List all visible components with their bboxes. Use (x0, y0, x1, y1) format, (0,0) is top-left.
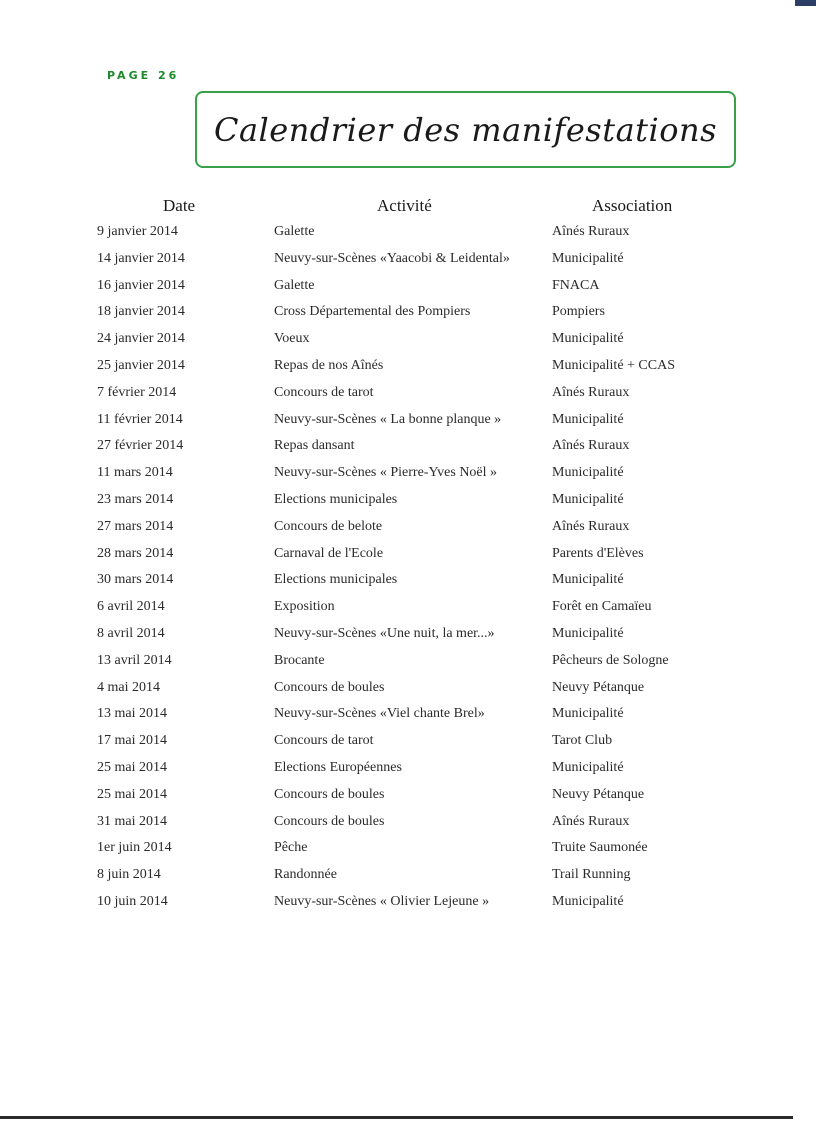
event-activity: Voeux (274, 331, 310, 347)
table-row (97, 542, 717, 569)
event-association: Neuvy Pétanque (552, 786, 645, 802)
event-association: Trail Running (552, 867, 631, 883)
event-date: 8 juin 2014 (97, 867, 161, 883)
table-row (97, 461, 717, 488)
event-activity: Neuvy-sur-Scènes « Pierre-Yves Noël » (274, 465, 498, 481)
event-association: Municipalité (552, 759, 624, 775)
table-body (97, 220, 717, 917)
event-association: Truite Saumonée (552, 840, 648, 856)
event-association: Municipalité (552, 893, 624, 909)
event-date: 25 mai 2014 (97, 786, 167, 802)
title-box (195, 91, 736, 168)
event-date: 27 mars 2014 (97, 518, 174, 534)
table-row (97, 676, 717, 703)
event-activity: Randonnée (274, 867, 337, 883)
event-association: Aînés Ruraux (552, 813, 630, 829)
table-row (97, 890, 717, 917)
event-activity: Neuvy-sur-Scènes « Olivier Lejeune » (274, 893, 490, 909)
table-row (97, 649, 717, 676)
event-activity: Galette (274, 224, 315, 239)
table-row (97, 756, 717, 783)
table-row (97, 408, 717, 435)
table-header (97, 196, 717, 220)
event-association: Tarot Club (552, 733, 613, 749)
event-activity: Elections Européennes (274, 759, 402, 775)
corner-mark (795, 0, 816, 6)
event-association: Forêt en Camaïeu (552, 599, 652, 615)
event-date: 1er juin 2014 (97, 840, 172, 856)
event-date: 18 janvier 2014 (97, 304, 185, 320)
table-row (97, 568, 717, 595)
event-association: Neuvy Pétanque (552, 679, 645, 695)
event-date: 11 février 2014 (97, 411, 183, 427)
table-row (97, 863, 717, 890)
event-date: 7 février 2014 (97, 384, 177, 400)
event-date: 25 janvier 2014 (97, 357, 185, 373)
table-row (97, 515, 717, 542)
event-activity: Concours de tarot (274, 733, 374, 749)
event-activity: Neuvy-sur-Scènes « La bonne planque » (274, 411, 502, 427)
event-association: Aînés Ruraux (552, 384, 630, 400)
table-row (97, 622, 717, 649)
event-date: 27 février 2014 (97, 438, 184, 454)
event-association: Municipalité (552, 331, 624, 347)
event-association: Aînés Ruraux (552, 224, 630, 239)
event-date: 6 avril 2014 (97, 599, 165, 615)
event-activity: Galette (274, 277, 315, 293)
event-date: 30 mars 2014 (97, 572, 174, 588)
event-date: 13 avril 2014 (97, 652, 172, 668)
column-header-date: Date (163, 196, 196, 215)
event-association: Municipalité (552, 250, 624, 266)
event-activity: Neuvy-sur-Scènes «Yaacobi & Leidental» (274, 250, 510, 266)
events-table (97, 196, 717, 917)
column-header-activity: Activité (377, 196, 432, 215)
event-activity: Cross Départemental des Pompiers (274, 304, 471, 320)
event-activity: Repas de nos Aînés (274, 357, 384, 373)
event-activity: Brocante (274, 652, 325, 668)
event-association: FNACA (552, 277, 600, 293)
table-row (97, 488, 717, 515)
event-activity: Concours de boules (274, 786, 385, 802)
event-association: Municipalité (552, 625, 624, 641)
event-association: Municipalité (552, 411, 624, 427)
event-date: 28 mars 2014 (97, 545, 174, 561)
table-row (97, 434, 717, 461)
event-association: Pompiers (552, 304, 605, 320)
event-date: 9 janvier 2014 (97, 224, 178, 239)
table-row (97, 381, 717, 408)
event-activity: Elections municipales (274, 491, 398, 507)
table-row (97, 729, 717, 756)
table-row (97, 595, 717, 622)
page-number-label: PAGE 26 (107, 69, 180, 82)
event-date: 8 avril 2014 (97, 625, 165, 641)
event-date: 23 mars 2014 (97, 491, 174, 507)
event-activity: Pêche (274, 840, 308, 856)
event-activity: Exposition (274, 599, 335, 615)
event-date: 17 mai 2014 (97, 733, 167, 749)
event-date: 4 mai 2014 (97, 679, 160, 695)
event-association: Municipalité (552, 572, 624, 588)
table-row (97, 327, 717, 354)
event-activity: Concours de tarot (274, 384, 374, 400)
event-activity: Concours de boules (274, 679, 385, 695)
event-association: Aînés Ruraux (552, 438, 630, 454)
event-activity: Repas dansant (274, 438, 355, 454)
table-row (97, 836, 717, 863)
event-date: 13 mai 2014 (97, 706, 167, 722)
event-association: Municipalité (552, 706, 624, 722)
column-header-association: Association (592, 196, 673, 215)
table-row (97, 300, 717, 327)
event-date: 24 janvier 2014 (97, 331, 185, 347)
table-row (97, 354, 717, 381)
event-activity: Concours de belote (274, 518, 383, 534)
table-row (97, 702, 717, 729)
event-activity: Neuvy-sur-Scènes «Une nuit, la mer...» (274, 625, 495, 641)
event-activity: Elections municipales (274, 572, 398, 588)
event-association: Municipalité (552, 491, 624, 507)
page-edge-line (0, 1116, 793, 1119)
table-row (97, 247, 717, 274)
event-date: 11 mars 2014 (97, 465, 173, 481)
table-row (97, 810, 717, 837)
page-title: Calendrier des manifestations (213, 110, 718, 149)
event-date: 31 mai 2014 (97, 813, 167, 829)
event-date: 25 mai 2014 (97, 759, 167, 775)
event-activity: Neuvy-sur-Scènes «Viel chante Brel» (274, 706, 485, 722)
table-row (97, 274, 717, 301)
event-association: Municipalité (552, 465, 624, 481)
event-date: 16 janvier 2014 (97, 277, 185, 293)
event-association: Aînés Ruraux (552, 518, 630, 534)
event-activity: Concours de boules (274, 813, 385, 829)
event-association: Municipalité + CCAS (552, 357, 676, 373)
event-association: Parents d'Elèves (552, 545, 644, 561)
event-activity: Carnaval de l'Ecole (274, 545, 384, 561)
event-date: 14 janvier 2014 (97, 250, 185, 266)
event-date: 10 juin 2014 (97, 893, 168, 909)
table-row (97, 783, 717, 810)
table-row (97, 220, 717, 247)
event-association: Pêcheurs de Sologne (552, 652, 669, 668)
